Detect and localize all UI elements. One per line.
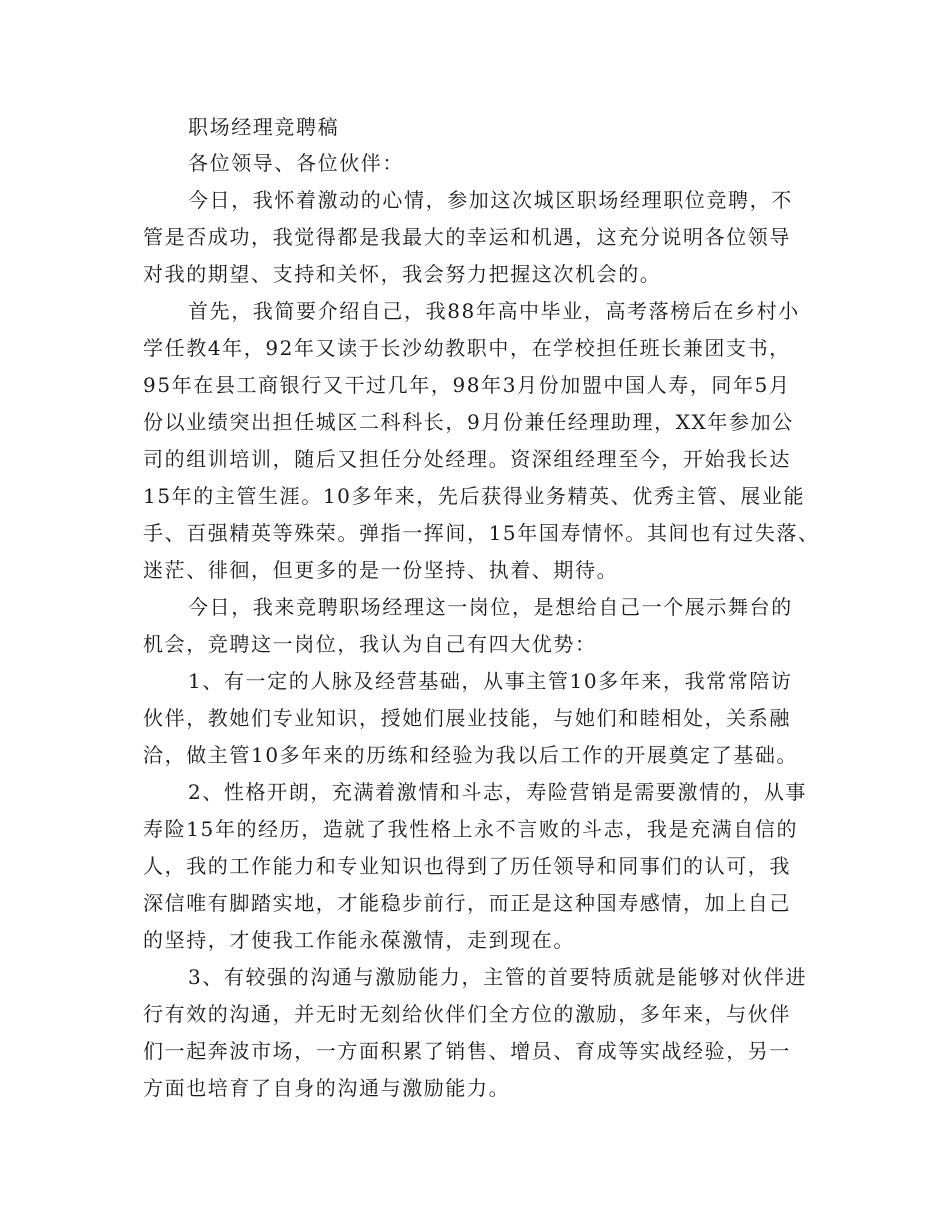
text-line: 方面也培育了自身的沟通与激励能力。 xyxy=(143,1076,511,1100)
text-line: 寿险15年的经历，造就了我性格上永不言败的斗志，我是充满自信的 xyxy=(143,817,799,841)
text-line: 的坚持，才使我工作能永葆激情，走到现在。 xyxy=(143,928,575,952)
text-line: 对我的期望、支持和关怀，我会努力把握这次机会的。 xyxy=(143,262,662,286)
text-line: 学任教4年，92年又读于长沙幼教职中，在学校担任班长兼团支书， xyxy=(143,336,791,360)
text-line: 管是否成功，我觉得都是我最大的幸运和机遇，这充分说明各位领导 xyxy=(143,225,791,249)
text-line: 95年在县工商银行又干过几年，98年3月份加盟中国人寿，同年5月 xyxy=(143,373,791,397)
text-line: 手、百强精英等殊荣。弹指一挥间，15年国寿情怀。其间也有过失落、 xyxy=(143,521,820,545)
text-line: 们一起奔波市场，一方面积累了销售、增员、育成等实战经验，另一 xyxy=(143,1039,791,1063)
text-line: 迷茫、徘徊，但更多的是一份坚持、执着、期待。 xyxy=(143,558,619,582)
text-line: 深信唯有脚踏实地，才能稳步前行，而正是这种国寿感情，加上自己 xyxy=(143,891,791,915)
text-line: 伙伴，教她们专业知识，授她们展业技能，与她们和睦相处，关系融 xyxy=(143,706,791,730)
text-line: 今日，我怀着激动的心情，参加这次城区职场经理职位竞聘，不 xyxy=(188,188,793,212)
text-line: 首先，我简要介绍自己，我88年高中毕业，高考落榜后在乡村小 xyxy=(188,299,800,323)
text-line: 司的组训培训，随后又担任分处经理。资深组经理至今，开始我长达 xyxy=(143,447,791,471)
text-line: 机会，竞聘这一岗位，我认为自己有四大优势： xyxy=(143,632,597,656)
text-line: 今日，我来竞聘职场经理这一岗位，是想给自己一个展示舞台的 xyxy=(188,595,793,619)
salutation-line: 各位领导、各位伙伴： xyxy=(188,151,404,175)
text-line: 15年的主管生涯。10多年来，先后获得业务精英、优秀主管、展业能 xyxy=(143,484,806,508)
document-title: 职场经理竞聘稿 xyxy=(188,115,340,139)
text-line: 行有效的沟通，并无时无刻给伙伴们全方位的激励，多年来，与伙伴 xyxy=(143,1002,791,1026)
text-line: 3、有较强的沟通与激励能力，主管的首要特质就是能够对伙伴进 xyxy=(188,965,808,989)
text-line: 1、有一定的人脉及经营基础，从事主管10多年来，我常常陪访 xyxy=(188,669,793,693)
text-line: 洽，做主管10多年来的历练和经验为我以后工作的开展奠定了基础。 xyxy=(143,743,799,767)
text-line: 2、性格开朗，充满着激情和斗志，寿险营销是需要激情的，从事 xyxy=(188,780,808,804)
text-line: 人，我的工作能力和专业知识也得到了历任领导和同事们的认可，我 xyxy=(143,854,791,878)
text-line: 份以业绩突出担任城区二科科长，9月份兼任经理助理，XX年参加公 xyxy=(143,410,794,434)
